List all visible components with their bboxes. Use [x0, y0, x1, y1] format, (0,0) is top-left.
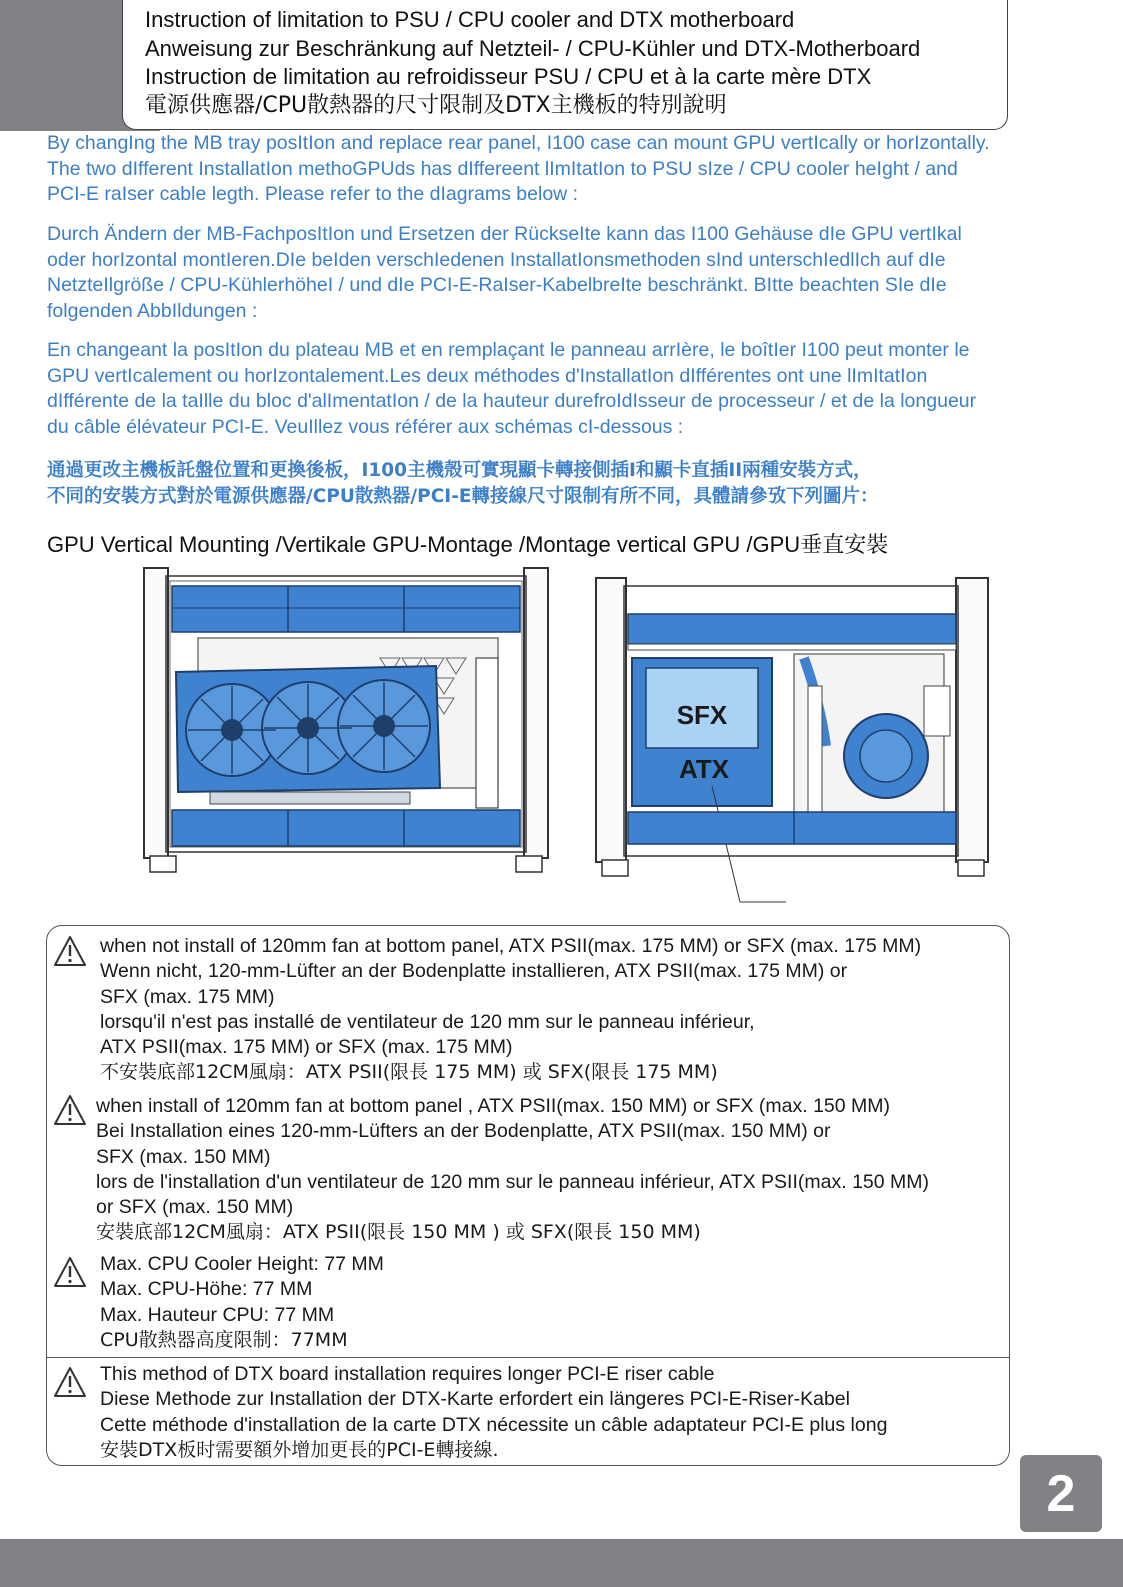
bottom-fans [172, 810, 520, 846]
intro-chinese [47, 458, 1077, 510]
intro-fr-line: dIfférente de la taIlle du bloc d'alImentatIon / de la hauteur durefroIdIsseur de processeur / et de la longueur [47, 390, 977, 412]
graphics-card [176, 666, 440, 804]
note-line: Diese Methode zur Installation der DTX-Karte erfordert ein längeres PCI-E-Riser-Kabel [100, 1388, 850, 1411]
title-line-en: Instruction of limitation to PSU / CPU cooler and DTX motherboard [145, 7, 795, 32]
note-line: Max. Hauteur CPU: 77 MM [100, 1303, 335, 1326]
note-line: when install of 120mm fan at bottom panel , ATX PSII(max. 150 MM) or SFX (max. 150 MM) [96, 1095, 891, 1117]
intro-fr-line: GPU vertIcalement ou horIzontalement.Les deux méthodes d'InstallatIon dIfférentes ont une lImItatIon [47, 364, 928, 387]
note-line: Wenn nicht, 120-mm-Lüfter an der Bodenplatte installieren, ATX PSII(max. 175 MM) or [100, 960, 848, 983]
warning-triangle-icon [53, 1366, 87, 1398]
intro-de-line: NetzteIlgröße / CPU-KühlerhöheI / und dIe PCI-E-RaIser-KabelbreIte beschränkt. BItte beachten SIe dIe [47, 274, 947, 296]
cpu-cooler-area [794, 654, 950, 826]
note-dtx-riser-cable [100, 1362, 887, 1463]
note-cpu-cooler-height [100, 1252, 384, 1353]
intro-french [47, 338, 1077, 440]
note-line: Max. CPU Cooler Height: 77 MM [100, 1253, 384, 1275]
note-psu-with-fan [96, 1094, 929, 1246]
intro-de-line: folgenden AbbIldungen : [47, 299, 258, 322]
intro-english [47, 131, 1077, 208]
section-title: GPU Vertical Mounting /Vertikale GPU-Montage /Montage vertical GPU /GPU垂直安裝 [47, 532, 889, 557]
intro-cn-line: 不同的安裝方式對於電源供應器/CPU散熱器/PCI-E轉接線尺寸限制有所不同，具體請參攷下列圖片： [47, 486, 879, 507]
note-line: lors de l'installation d'un ventilateur de 120 mm sur le panneau inférieur, ATX PSII(max. 150 MM) [96, 1170, 929, 1193]
title-box [122, 0, 1008, 130]
note-line-cn: 安裝底部12CM風扇：ATX PSII(限長 150 MM ) 或 SFX(限長 150 MM) [96, 1221, 701, 1244]
atx-label: ATX [678, 754, 730, 784]
intro-de-line: Durch Ändern der MB-FachposItIon und Ersetzen der RückseIte kann das I100 Gehäuse dIe GPU vertIkal [47, 223, 962, 245]
bottom-fan-strip [628, 812, 956, 844]
note-line: ATX PSII(max. 175 MM) or SFX (max. 175 MM) [100, 1036, 513, 1059]
note-line: when not install of 120mm fan at bottom panel, ATX PSII(max. 175 MM) or SFX (max. 175 MM) [100, 935, 922, 957]
sfx-label: SFX [676, 700, 728, 730]
intro-en-line: PCI-E raIser cable legth. Please refer to the dIagrams below : [47, 183, 579, 205]
note-line: Bei Installation eines 120-mm-Lüfters an der Bodenplatte, ATX PSII(max. 150 MM) or [96, 1120, 831, 1143]
intro-fr-line: En changeant la posItIon du plateau MB et en remplaçant le panneau arrIère, le boîtIer I100 peut monter le [47, 339, 970, 361]
warning-triangle-icon [53, 1256, 87, 1288]
intro-de-line: oder horIzontal montIeren.DIe beIden verschIedenen InstallatIonsmethoden sInd unterschIedlIch auf dIe [47, 248, 946, 271]
note-psu-without-fan [100, 934, 921, 1086]
psu-side-case-diagram [594, 576, 994, 906]
note-line-cn: CPU散熱器高度限制：77MM [100, 1328, 348, 1351]
warning-triangle-icon [53, 1094, 87, 1126]
note-line: This method of DTX board installation requires longer PCI-E riser cable [100, 1363, 715, 1385]
top-fan-strip [628, 614, 956, 650]
note-line: or SFX (max. 150 MM) [96, 1196, 294, 1219]
intro-german [47, 222, 1077, 324]
note-line-cn: 不安裝底部12CM風扇：ATX PSII(限長 175 MM) 或 SFX(限長 175 MM) [100, 1061, 718, 1084]
intro-cn-line: 通過更改主機板託盤位置和更換後板，I100主機殼可實現顯卡轉接側插I和顯卡直插II兩種安裝方式， [47, 460, 872, 481]
gpu-vertical-case-diagram [140, 566, 552, 882]
note-line-cn: 安裝DTX板时需要額外增加更長的PCI-E轉接線. [100, 1438, 499, 1461]
note-line: lorsqu'il n'est pas installé de ventilateur de 120 mm sur le panneau inférieur, [100, 1010, 755, 1033]
top-fans [172, 586, 520, 632]
title-line-cn: 電源供應器/CPU散熱器的尺寸限制及DTX主機板的特別說明 [145, 92, 727, 118]
title-line-de: Anweisung zur Beschränkung auf Netzteil- / CPU-Kühler und DTX-Motherboard [145, 35, 921, 61]
note-line: SFX (max. 150 MM) [96, 1145, 271, 1168]
note-line: SFX (max. 175 MM) [100, 985, 275, 1008]
note-line: Max. CPU-Höhe: 77 MM [100, 1278, 313, 1301]
intro-fr-line: du câble élévateur PCI-E. VeuIllez vous référer aux schémas cI-dessous : [47, 415, 684, 438]
footer-bar [0, 1539, 1123, 1587]
warning-triangle-icon [53, 935, 87, 967]
title-line-fr: Instruction de limitation au refroidisseur PSU / CPU et à la carte mère DTX [145, 64, 872, 89]
page-number: 2 [1016, 1451, 1106, 1536]
psu-bay [632, 658, 786, 902]
notes-divider [47, 1357, 1009, 1358]
intro-en-line: The two dIfferent InstallatIon methoGPUds has dIffereent lImItatIon to PSU sIze / CPU cooler heIght / and [47, 157, 958, 180]
intro-en-line: By changIng the MB tray posItIon and replace rear panel, I100 case can mount GPU vertIcally or horIzontally. [47, 132, 990, 154]
note-line: Cette méthode d'installation de la carte DTX nécessite un câble adaptateur PCI-E plus long [100, 1413, 888, 1436]
